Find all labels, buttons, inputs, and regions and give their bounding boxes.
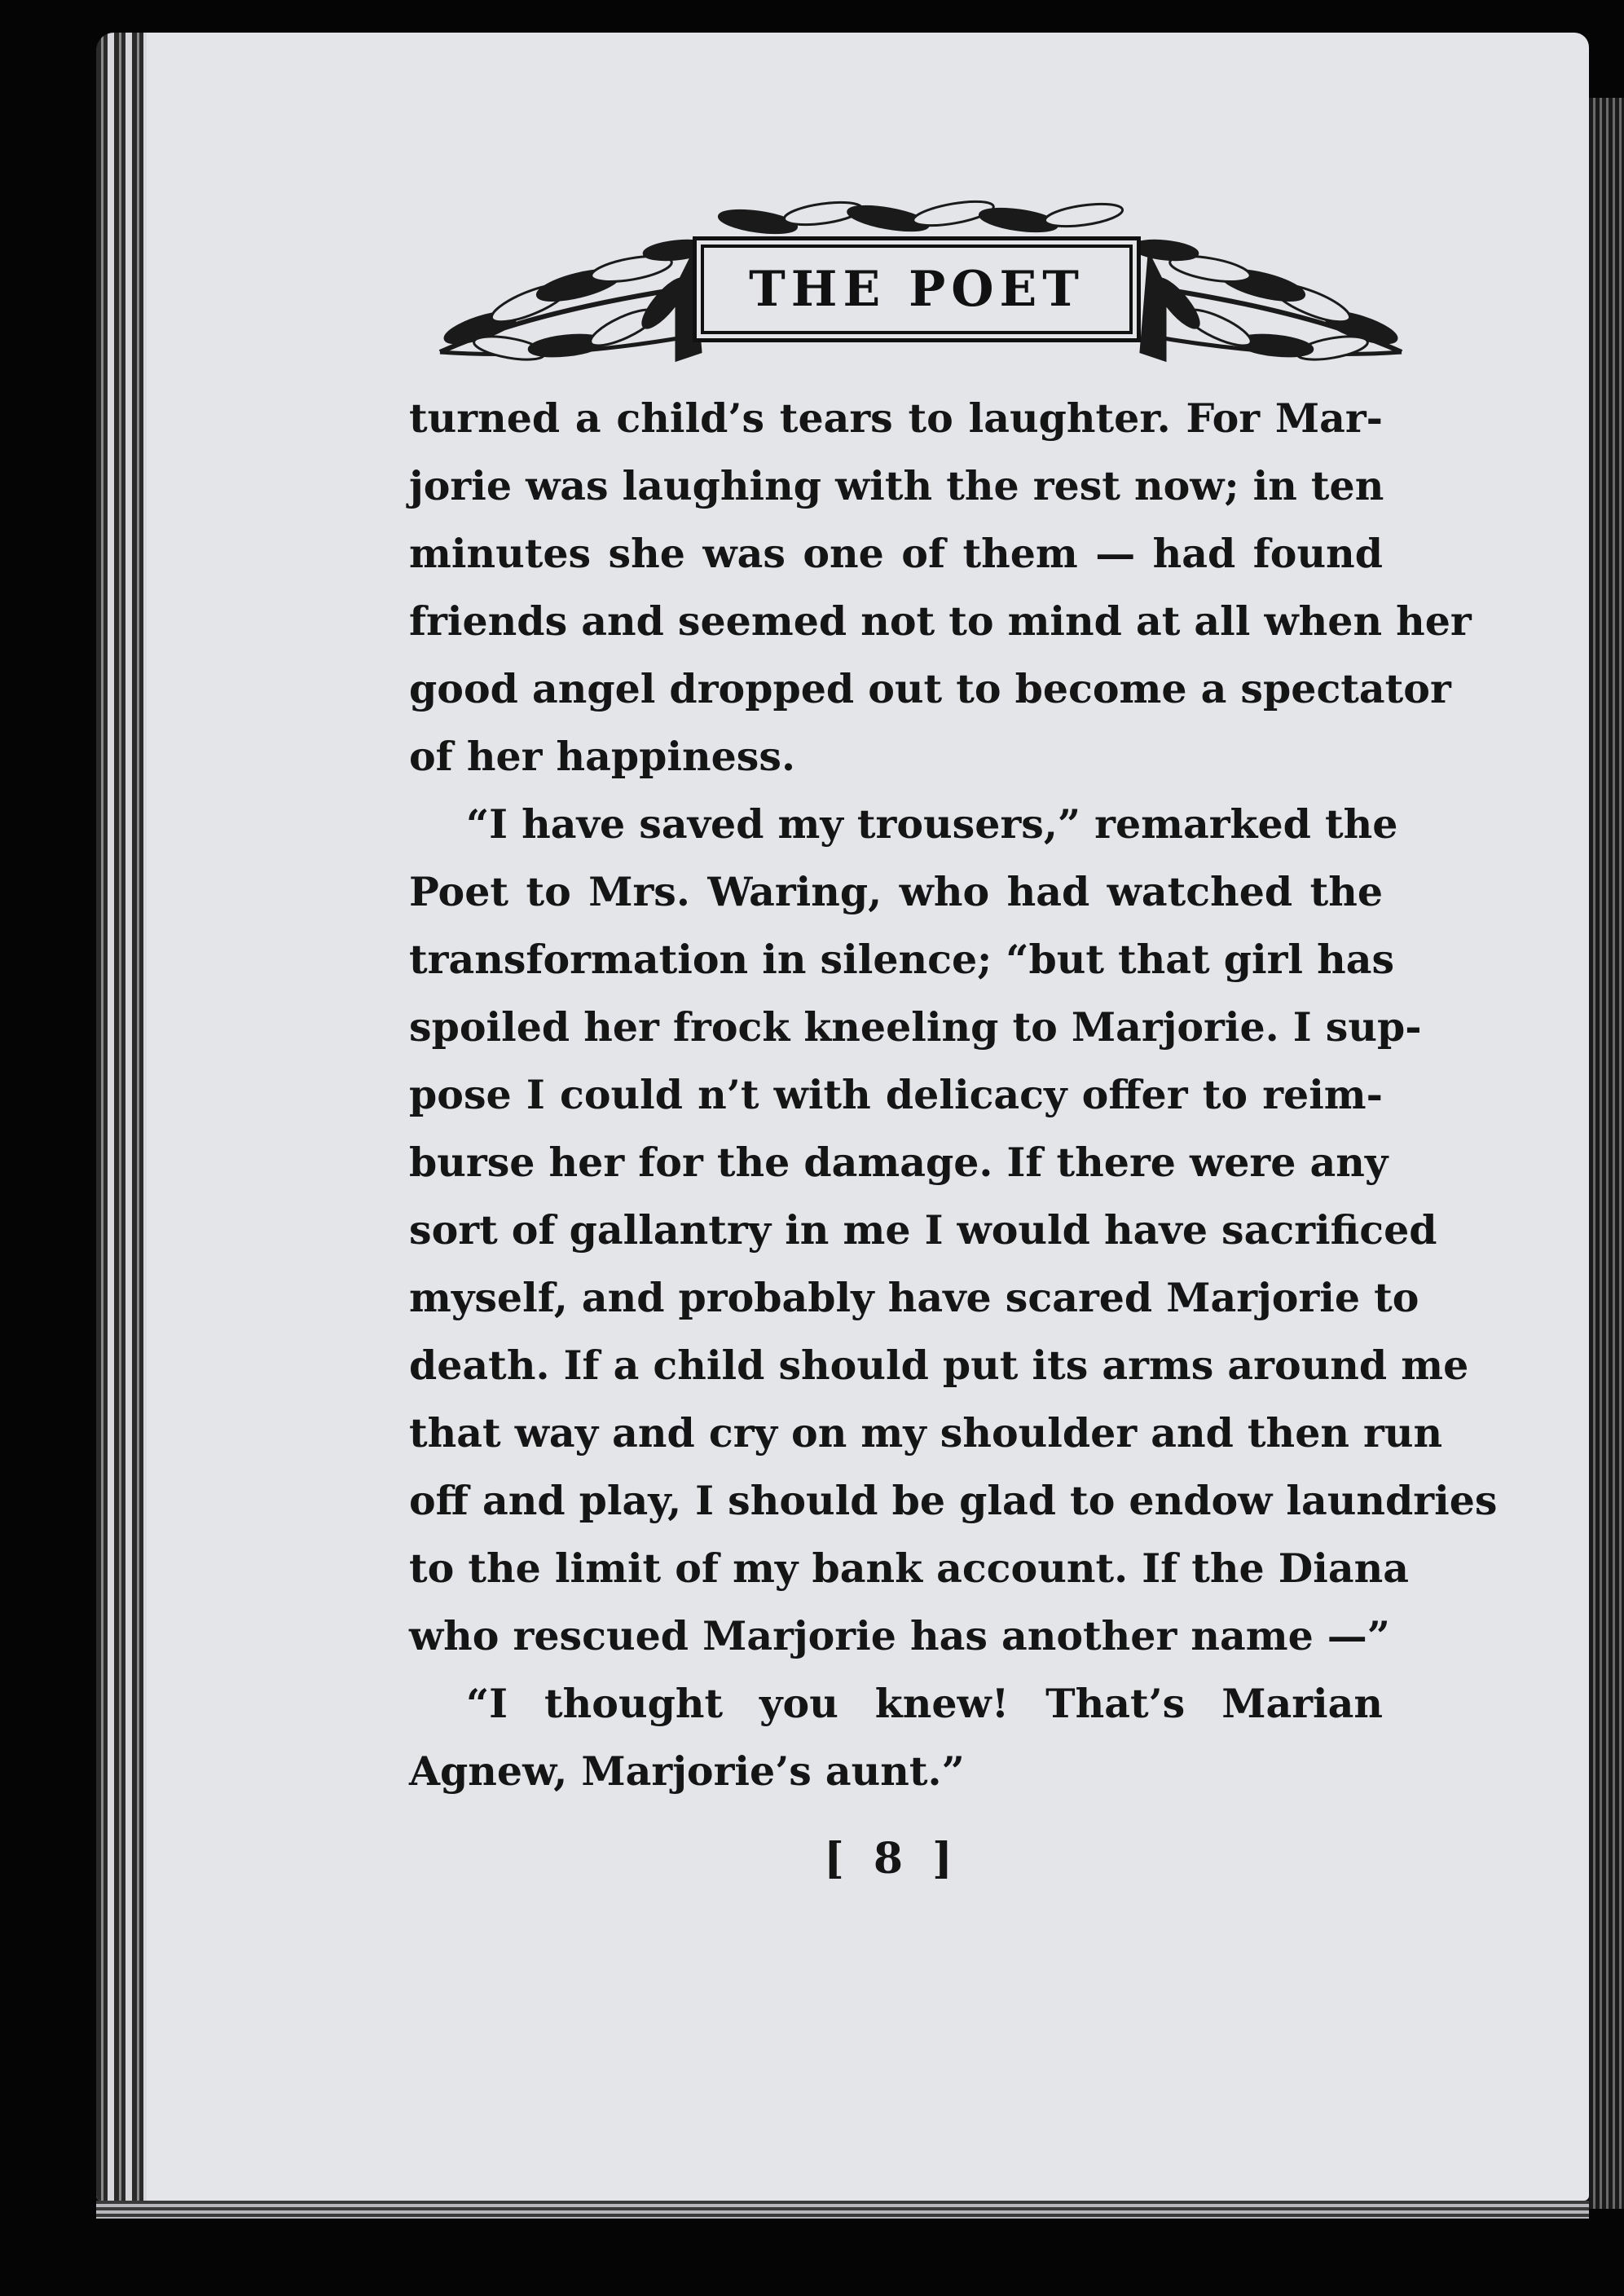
text-line: Agnew, Marjorie’s aunt.”	[409, 1747, 965, 1795]
text-line: burse her for the damage. If there were any	[409, 1139, 1389, 1186]
text-line: that way and cry on my shoulder and then run	[409, 1409, 1443, 1456]
text-line: transformation in silence; “but that girl has	[409, 936, 1395, 983]
paragraph	[409, 1670, 1383, 1805]
paragraph	[409, 385, 1472, 791]
text-line: turned a child’s tears to laughter. For Mar-	[409, 394, 1383, 442]
chapter-header	[432, 189, 1410, 368]
text-line: sort of gallantry in me I would have sacrificed	[409, 1206, 1437, 1254]
text-line: spoiled her frock kneeling to Marjorie. I sup-	[409, 1003, 1422, 1051]
text-line: minutes she was one of them — had found	[409, 530, 1383, 577]
title-cartouche	[693, 236, 1141, 342]
page-number: [ 8 ]	[824, 1834, 953, 1884]
text-line: off and play, I should be glad to endow laundries	[409, 1477, 1498, 1524]
body-text	[409, 385, 1498, 1805]
text-line: death. If a child should put its arms around me	[409, 1342, 1469, 1389]
page-bottom-edge	[96, 2201, 1589, 2219]
text-line: to the limit of my bank account. If the Diana	[409, 1545, 1409, 1592]
text-line: pose I could n’t with delicacy offer to reim-	[409, 1071, 1383, 1118]
text-line: “I thought you knew! That’s Marian	[466, 1680, 1383, 1727]
text-line: Poet to Mrs. Waring, who had watched the	[409, 868, 1383, 915]
text-line: myself, and probably have scared Marjorie to	[409, 1274, 1419, 1321]
text-line: friends and seemed not to mind at all when her	[409, 597, 1472, 645]
book-spine	[96, 33, 147, 2201]
paragraph	[409, 791, 1498, 1670]
text-line: “I have saved my trousers,” remarked the	[466, 800, 1398, 848]
text-line: of her happiness.	[409, 733, 796, 780]
text-line: jorie was laughing with the rest now; in ten	[409, 462, 1384, 509]
text-line: good angel dropped out to become a spectator	[409, 665, 1451, 712]
page-stack-edge	[1589, 98, 1624, 2209]
text-line: who rescued Marjorie has another name —”	[409, 1612, 1390, 1659]
running-title: THE POET	[749, 261, 1085, 318]
